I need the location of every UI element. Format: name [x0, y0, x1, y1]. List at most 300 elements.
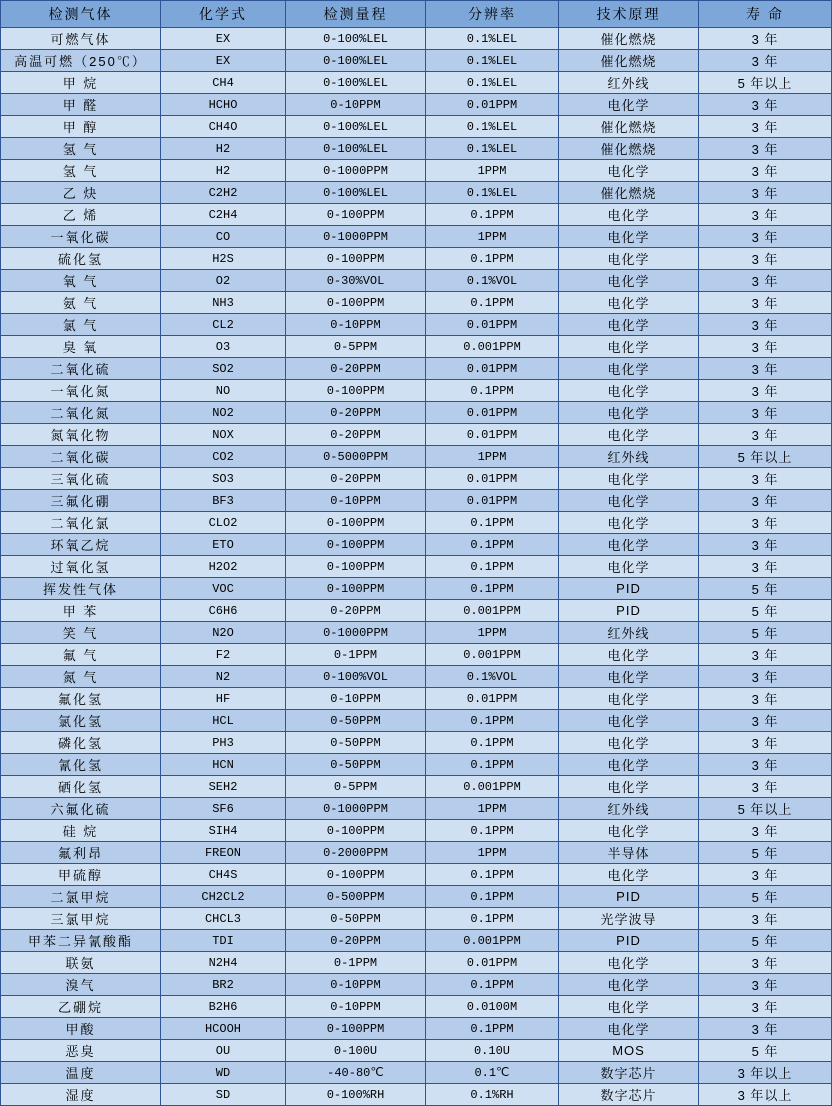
cell-chemical-formula: C6H6	[161, 600, 286, 622]
cell-lifespan: 3 年	[699, 534, 832, 556]
cell-gas-name: 二氯甲烷	[1, 886, 161, 908]
table-row	[1, 864, 832, 886]
cell-resolution: 0.001PPM	[426, 776, 559, 798]
cell-chemical-formula: ETO	[161, 534, 286, 556]
cell-chemical-formula: HCHO	[161, 94, 286, 116]
cell-lifespan: 3 年	[699, 50, 832, 72]
cell-lifespan: 3 年	[699, 864, 832, 886]
cell-resolution: 0.1PPM	[426, 380, 559, 402]
cell-gas-name: 可燃气体	[1, 28, 161, 50]
cell-technology: PID	[559, 600, 699, 622]
cell-lifespan: 3 年	[699, 116, 832, 138]
table-row	[1, 534, 832, 556]
table-row	[1, 270, 832, 292]
cell-chemical-formula: EX	[161, 50, 286, 72]
table-row	[1, 776, 832, 798]
cell-gas-name: 乙 炔	[1, 182, 161, 204]
cell-gas-name: 恶臭	[1, 1040, 161, 1062]
cell-resolution: 0.1PPM	[426, 864, 559, 886]
cell-technology: 电化学	[559, 820, 699, 842]
cell-lifespan: 5 年以上	[699, 446, 832, 468]
cell-lifespan: 5 年	[699, 1040, 832, 1062]
cell-lifespan: 3 年	[699, 182, 832, 204]
cell-chemical-formula: HCL	[161, 710, 286, 732]
cell-resolution: 0.1%LEL	[426, 72, 559, 94]
cell-technology: PID	[559, 886, 699, 908]
cell-technology: 电化学	[559, 512, 699, 534]
cell-technology: 电化学	[559, 1018, 699, 1040]
cell-lifespan: 3 年	[699, 666, 832, 688]
cell-gas-name: 乙硼烷	[1, 996, 161, 1018]
table-row	[1, 754, 832, 776]
cell-gas-name: 甲硫醇	[1, 864, 161, 886]
cell-gas-name: 甲苯二异氰酸酯	[1, 930, 161, 952]
cell-lifespan: 3 年	[699, 512, 832, 534]
cell-lifespan: 3 年	[699, 974, 832, 996]
cell-lifespan: 3 年	[699, 556, 832, 578]
cell-detection-range: 0-5PPM	[286, 336, 426, 358]
table-row	[1, 710, 832, 732]
cell-resolution: 1PPM	[426, 160, 559, 182]
cell-technology: 电化学	[559, 314, 699, 336]
cell-chemical-formula: HF	[161, 688, 286, 710]
cell-gas-name: 挥发性气体	[1, 578, 161, 600]
cell-detection-range: 0-1000PPM	[286, 226, 426, 248]
cell-technology: PID	[559, 578, 699, 600]
cell-chemical-formula: NO	[161, 380, 286, 402]
table-row	[1, 28, 832, 50]
cell-chemical-formula: EX	[161, 28, 286, 50]
table-row	[1, 952, 832, 974]
cell-resolution: 0.01PPM	[426, 314, 559, 336]
table-row	[1, 72, 832, 94]
cell-lifespan: 3 年	[699, 160, 832, 182]
cell-chemical-formula: CO	[161, 226, 286, 248]
cell-chemical-formula: BF3	[161, 490, 286, 512]
cell-lifespan: 3 年	[699, 424, 832, 446]
cell-lifespan: 3 年	[699, 336, 832, 358]
cell-chemical-formula: O2	[161, 270, 286, 292]
cell-detection-range: 0-100PPM	[286, 380, 426, 402]
table-row	[1, 578, 832, 600]
table-row	[1, 424, 832, 446]
column-header-lifespan: 寿 命	[699, 1, 832, 28]
table-row	[1, 622, 832, 644]
cell-technology: 半导体	[559, 842, 699, 864]
cell-detection-range: 0-100%LEL	[286, 72, 426, 94]
cell-lifespan: 3 年	[699, 776, 832, 798]
cell-technology: 电化学	[559, 292, 699, 314]
cell-lifespan: 3 年	[699, 270, 832, 292]
cell-detection-range: 0-100%LEL	[286, 138, 426, 160]
cell-detection-range: 0-20PPM	[286, 930, 426, 952]
cell-detection-range: 0-10PPM	[286, 974, 426, 996]
cell-resolution: 0.1PPM	[426, 754, 559, 776]
cell-gas-name: 溴气	[1, 974, 161, 996]
table-row	[1, 490, 832, 512]
cell-detection-range: 0-20PPM	[286, 424, 426, 446]
cell-resolution: 0.1%VOL	[426, 270, 559, 292]
cell-lifespan: 5 年	[699, 930, 832, 952]
cell-detection-range: 0-10PPM	[286, 314, 426, 336]
cell-resolution: 0.01PPM	[426, 490, 559, 512]
cell-lifespan: 3 年	[699, 996, 832, 1018]
cell-lifespan: 3 年	[699, 688, 832, 710]
cell-detection-range: 0-100%LEL	[286, 28, 426, 50]
column-header-detection-range: 检测量程	[286, 1, 426, 28]
cell-lifespan: 3 年	[699, 138, 832, 160]
cell-gas-name: 联氨	[1, 952, 161, 974]
cell-technology: 催化燃烧	[559, 28, 699, 50]
cell-detection-range: 0-1PPM	[286, 644, 426, 666]
table-body	[1, 28, 832, 1106]
table-row	[1, 248, 832, 270]
table-row	[1, 842, 832, 864]
cell-gas-name: 氢 气	[1, 138, 161, 160]
table-header-row	[1, 1, 832, 28]
cell-resolution: 0.001PPM	[426, 644, 559, 666]
cell-technology: 电化学	[559, 336, 699, 358]
cell-lifespan: 3 年	[699, 468, 832, 490]
cell-detection-range: 0-10PPM	[286, 94, 426, 116]
cell-technology: 电化学	[559, 534, 699, 556]
table-row	[1, 204, 832, 226]
cell-detection-range: 0-10PPM	[286, 688, 426, 710]
cell-chemical-formula: SO3	[161, 468, 286, 490]
cell-detection-range: 0-100PPM	[286, 820, 426, 842]
cell-lifespan: 3 年以上	[699, 1062, 832, 1084]
cell-gas-name: 笑 气	[1, 622, 161, 644]
table-row	[1, 402, 832, 424]
cell-resolution: 1PPM	[426, 622, 559, 644]
cell-gas-name: 六氟化硫	[1, 798, 161, 820]
cell-resolution: 0.1PPM	[426, 820, 559, 842]
cell-gas-name: 温度	[1, 1062, 161, 1084]
cell-resolution: 1PPM	[426, 842, 559, 864]
cell-detection-range: 0-50PPM	[286, 732, 426, 754]
cell-lifespan: 3 年	[699, 380, 832, 402]
cell-chemical-formula: FREON	[161, 842, 286, 864]
cell-chemical-formula: NOX	[161, 424, 286, 446]
cell-lifespan: 5 年以上	[699, 72, 832, 94]
cell-gas-name: 氰化氢	[1, 754, 161, 776]
cell-gas-name: 一氧化氮	[1, 380, 161, 402]
cell-detection-range: 0-100%RH	[286, 1084, 426, 1106]
table-row	[1, 314, 832, 336]
cell-resolution: 0.1%LEL	[426, 28, 559, 50]
table-row	[1, 468, 832, 490]
cell-resolution: 0.001PPM	[426, 930, 559, 952]
cell-technology: PID	[559, 930, 699, 952]
cell-chemical-formula: CLO2	[161, 512, 286, 534]
cell-chemical-formula: VOC	[161, 578, 286, 600]
table-row	[1, 974, 832, 996]
cell-lifespan: 3 年	[699, 314, 832, 336]
cell-gas-name: 氟化氢	[1, 688, 161, 710]
cell-technology: 电化学	[559, 248, 699, 270]
cell-resolution: 0.1PPM	[426, 710, 559, 732]
cell-detection-range: 0-100PPM	[286, 556, 426, 578]
cell-gas-name: 高温可燃（250℃）	[1, 50, 161, 72]
cell-gas-name: 甲酸	[1, 1018, 161, 1040]
cell-resolution: 0.1PPM	[426, 556, 559, 578]
cell-chemical-formula: N2H4	[161, 952, 286, 974]
cell-detection-range: 0-1000PPM	[286, 798, 426, 820]
cell-gas-name: 甲 醛	[1, 94, 161, 116]
cell-chemical-formula: F2	[161, 644, 286, 666]
cell-resolution: 0.001PPM	[426, 336, 559, 358]
cell-chemical-formula: B2H6	[161, 996, 286, 1018]
cell-chemical-formula: H2O2	[161, 556, 286, 578]
cell-lifespan: 3 年	[699, 94, 832, 116]
cell-technology: 电化学	[559, 424, 699, 446]
cell-technology: 电化学	[559, 644, 699, 666]
cell-lifespan: 3 年	[699, 402, 832, 424]
cell-chemical-formula: HCOOH	[161, 1018, 286, 1040]
cell-lifespan: 5 年以上	[699, 798, 832, 820]
column-header-gas-name: 检测气体	[1, 1, 161, 28]
cell-technology: 红外线	[559, 446, 699, 468]
cell-detection-range: 0-10PPM	[286, 490, 426, 512]
cell-gas-name: 三氟化硼	[1, 490, 161, 512]
cell-resolution: 0.01PPM	[426, 358, 559, 380]
table-row	[1, 600, 832, 622]
cell-detection-range: 0-10PPM	[286, 996, 426, 1018]
cell-detection-range: 0-100%LEL	[286, 116, 426, 138]
cell-resolution: 0.1PPM	[426, 512, 559, 534]
cell-gas-name: 氟利昂	[1, 842, 161, 864]
cell-chemical-formula: N2	[161, 666, 286, 688]
cell-technology: 催化燃烧	[559, 116, 699, 138]
cell-detection-range: 0-100PPM	[286, 292, 426, 314]
cell-resolution: 0.1PPM	[426, 974, 559, 996]
cell-technology: 数字芯片	[559, 1084, 699, 1106]
cell-chemical-formula: PH3	[161, 732, 286, 754]
cell-chemical-formula: NO2	[161, 402, 286, 424]
cell-chemical-formula: CH4S	[161, 864, 286, 886]
cell-technology: 电化学	[559, 468, 699, 490]
cell-gas-name: 三氧化硫	[1, 468, 161, 490]
cell-lifespan: 3 年	[699, 490, 832, 512]
cell-detection-range: 0-20PPM	[286, 402, 426, 424]
cell-gas-name: 氮氧化物	[1, 424, 161, 446]
cell-lifespan: 3 年	[699, 226, 832, 248]
table-row	[1, 50, 832, 72]
cell-detection-range: 0-50PPM	[286, 710, 426, 732]
cell-technology: 电化学	[559, 688, 699, 710]
column-header-technology: 技术原理	[559, 1, 699, 28]
cell-gas-name: 磷化氢	[1, 732, 161, 754]
cell-technology: 电化学	[559, 160, 699, 182]
cell-technology: 电化学	[559, 490, 699, 512]
table-row	[1, 138, 832, 160]
cell-chemical-formula: CO2	[161, 446, 286, 468]
table-row	[1, 644, 832, 666]
cell-detection-range: 0-5000PPM	[286, 446, 426, 468]
table-row	[1, 358, 832, 380]
table-row	[1, 336, 832, 358]
cell-technology: 电化学	[559, 864, 699, 886]
cell-detection-range: 0-50PPM	[286, 908, 426, 930]
cell-detection-range: 0-500PPM	[286, 886, 426, 908]
cell-technology: 电化学	[559, 732, 699, 754]
cell-lifespan: 3 年	[699, 820, 832, 842]
cell-resolution: 0.0100M	[426, 996, 559, 1018]
cell-gas-name: 二氧化硫	[1, 358, 161, 380]
cell-detection-range: 0-20PPM	[286, 468, 426, 490]
cell-detection-range: 0-50PPM	[286, 754, 426, 776]
cell-resolution: 0.001PPM	[426, 600, 559, 622]
cell-detection-range: 0-2000PPM	[286, 842, 426, 864]
cell-chemical-formula: CL2	[161, 314, 286, 336]
cell-technology: 红外线	[559, 622, 699, 644]
cell-chemical-formula: SEH2	[161, 776, 286, 798]
table-header	[1, 1, 832, 28]
cell-technology: 数字芯片	[559, 1062, 699, 1084]
cell-resolution: 0.1%LEL	[426, 50, 559, 72]
cell-technology: 电化学	[559, 556, 699, 578]
table-row	[1, 666, 832, 688]
cell-detection-range: 0-30%VOL	[286, 270, 426, 292]
cell-resolution: 0.1%LEL	[426, 116, 559, 138]
cell-chemical-formula: SF6	[161, 798, 286, 820]
cell-chemical-formula: NH3	[161, 292, 286, 314]
cell-technology: 电化学	[559, 204, 699, 226]
cell-lifespan: 5 年	[699, 622, 832, 644]
column-header-resolution: 分辨率	[426, 1, 559, 28]
cell-lifespan: 3 年	[699, 358, 832, 380]
cell-resolution: 1PPM	[426, 446, 559, 468]
cell-detection-range: 0-20PPM	[286, 600, 426, 622]
cell-lifespan: 5 年	[699, 578, 832, 600]
cell-gas-name: 氢 气	[1, 160, 161, 182]
cell-technology: 催化燃烧	[559, 138, 699, 160]
table-row	[1, 1084, 832, 1106]
cell-resolution: 0.10U	[426, 1040, 559, 1062]
cell-chemical-formula: H2	[161, 160, 286, 182]
table-row	[1, 1040, 832, 1062]
cell-technology: 电化学	[559, 776, 699, 798]
cell-gas-name: 过氧化氢	[1, 556, 161, 578]
cell-technology: 红外线	[559, 72, 699, 94]
cell-lifespan: 3 年	[699, 204, 832, 226]
cell-lifespan: 3 年	[699, 732, 832, 754]
cell-technology: 电化学	[559, 974, 699, 996]
cell-resolution: 0.1PPM	[426, 204, 559, 226]
cell-gas-name: 甲 苯	[1, 600, 161, 622]
cell-detection-range: 0-1PPM	[286, 952, 426, 974]
table-row	[1, 182, 832, 204]
table-row	[1, 1018, 832, 1040]
table-row	[1, 160, 832, 182]
cell-resolution: 0.1PPM	[426, 1018, 559, 1040]
cell-resolution: 0.1%VOL	[426, 666, 559, 688]
cell-technology: 电化学	[559, 358, 699, 380]
cell-chemical-formula: SO2	[161, 358, 286, 380]
column-header-chemical-formula: 化学式	[161, 1, 286, 28]
cell-chemical-formula: WD	[161, 1062, 286, 1084]
cell-chemical-formula: SIH4	[161, 820, 286, 842]
cell-technology: 电化学	[559, 94, 699, 116]
cell-chemical-formula: HCN	[161, 754, 286, 776]
cell-technology: 催化燃烧	[559, 182, 699, 204]
cell-lifespan: 3 年	[699, 644, 832, 666]
cell-resolution: 0.01PPM	[426, 424, 559, 446]
cell-chemical-formula: SD	[161, 1084, 286, 1106]
cell-technology: 光学波导	[559, 908, 699, 930]
cell-resolution: 0.1%LEL	[426, 182, 559, 204]
table-row	[1, 1062, 832, 1084]
cell-chemical-formula: BR2	[161, 974, 286, 996]
cell-technology: 电化学	[559, 270, 699, 292]
cell-detection-range: 0-100PPM	[286, 248, 426, 270]
cell-gas-name: 二氧化氯	[1, 512, 161, 534]
cell-gas-name: 臭 氧	[1, 336, 161, 358]
cell-chemical-formula: H2S	[161, 248, 286, 270]
cell-detection-range: 0-100%VOL	[286, 666, 426, 688]
table-row	[1, 688, 832, 710]
cell-technology: 电化学	[559, 380, 699, 402]
cell-resolution: 1PPM	[426, 798, 559, 820]
table-row	[1, 930, 832, 952]
cell-detection-range: 0-100PPM	[286, 578, 426, 600]
cell-lifespan: 3 年	[699, 28, 832, 50]
cell-lifespan: 3 年	[699, 754, 832, 776]
table-row	[1, 446, 832, 468]
cell-detection-range: 0-1000PPM	[286, 160, 426, 182]
cell-lifespan: 5 年	[699, 600, 832, 622]
cell-resolution: 0.01PPM	[426, 402, 559, 424]
cell-gas-name: 氧 气	[1, 270, 161, 292]
cell-technology: 电化学	[559, 666, 699, 688]
table-row	[1, 116, 832, 138]
cell-chemical-formula: TDI	[161, 930, 286, 952]
cell-resolution: 0.1PPM	[426, 886, 559, 908]
cell-lifespan: 3 年	[699, 1018, 832, 1040]
table-row	[1, 556, 832, 578]
cell-detection-range: 0-100PPM	[286, 512, 426, 534]
table-row	[1, 380, 832, 402]
table-row	[1, 908, 832, 930]
table-row	[1, 820, 832, 842]
cell-technology: 电化学	[559, 226, 699, 248]
cell-resolution: 1PPM	[426, 226, 559, 248]
cell-resolution: 0.01PPM	[426, 468, 559, 490]
cell-chemical-formula: CH4O	[161, 116, 286, 138]
cell-resolution: 0.1PPM	[426, 908, 559, 930]
cell-chemical-formula: CHCL3	[161, 908, 286, 930]
cell-technology: 电化学	[559, 754, 699, 776]
cell-lifespan: 3 年以上	[699, 1084, 832, 1106]
table-row	[1, 94, 832, 116]
cell-chemical-formula: C2H2	[161, 182, 286, 204]
cell-technology: 电化学	[559, 952, 699, 974]
cell-resolution: 0.1%LEL	[426, 138, 559, 160]
cell-gas-name: 硒化氢	[1, 776, 161, 798]
cell-detection-range: -40-80℃	[286, 1062, 426, 1084]
cell-gas-name: 硅 烷	[1, 820, 161, 842]
cell-gas-name: 氮 气	[1, 666, 161, 688]
cell-lifespan: 3 年	[699, 908, 832, 930]
cell-gas-name: 环氧乙烷	[1, 534, 161, 556]
cell-resolution: 0.01PPM	[426, 688, 559, 710]
cell-detection-range: 0-20PPM	[286, 358, 426, 380]
cell-detection-range: 0-100PPM	[286, 204, 426, 226]
cell-resolution: 0.1%RH	[426, 1084, 559, 1106]
cell-gas-name: 甲 醇	[1, 116, 161, 138]
cell-gas-name: 氟 气	[1, 644, 161, 666]
cell-lifespan: 3 年	[699, 710, 832, 732]
